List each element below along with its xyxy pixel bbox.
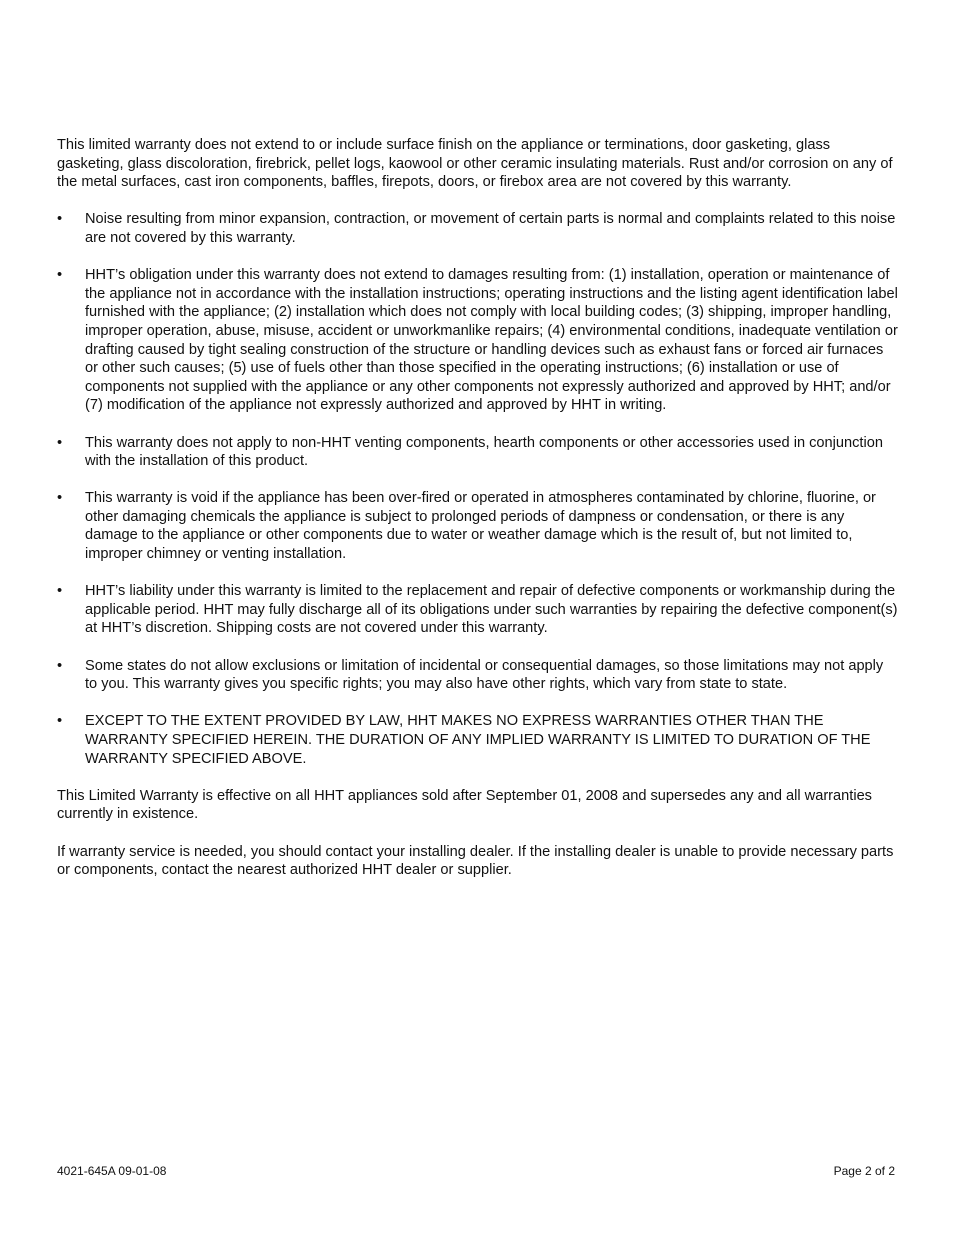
list-item-text: HHT’s liability under this warranty is limited to the replacement and repair of defective components or workmanship during the applicable period. HHT may fully discharge all of its obligations under such warranties by repairing the defective component(s) at HHT’s discretion. Shipping costs are not covered under this warranty.	[85, 583, 898, 637]
bullet-icon: •	[57, 434, 63, 451]
list-item	[57, 434, 899, 471]
bullet-icon: •	[57, 267, 63, 284]
list-item-text: EXCEPT TO THE EXTENT PROVIDED BY LAW, HHT MAKES NO EXPRESS WARRANTIES OTHER THAN THE WARRANTY SPECIFIED HEREIN. THE DURATION OF ANY IMPLIED WARRANTY IS LIMITED TO DURATION OF THE WARRANTY SPECIFIED ABOVE.	[85, 713, 871, 767]
page-number: Page 2 of 2	[833, 1164, 895, 1178]
bullet-icon: •	[57, 490, 63, 507]
effective-paragraph: This Limited Warranty is effective on all HHT appliances sold after September 01, 2008 and supersedes any and all warranties currently in existence.	[57, 787, 872, 823]
warranty-bullet-list	[57, 210, 899, 768]
bullet-icon: •	[57, 583, 63, 600]
warranty-content	[57, 136, 899, 898]
list-item-text: HHT’s obligation under this warranty does not extend to damages resulting from: (1) installation, operation or maintenance of the appliance not in accordance with the installation instructions; operating instructions and the listing agent identification label furnished with the appliance; (2) installation which does not comply with local building codes; (3) shipping, improper handling, improper operation, abuse, misuse, accident or unworkmanlike repairs; (4) environmental conditions, inadequate ventilation or drafting caused by tight sealing construction of the structure or handling devices such as exhaust fans or forced air furnaces or other such causes; (5) use of fuels other than those specified in the operating instructions; (6) installation or use of components not supplied with the appliance or any other components not expressly authorized and approved by HHT; and/or (7) modification of the appliance not expressly authorized and approved by HHT in writing.	[85, 267, 898, 414]
service-paragraph: If warranty service is needed, you should contact your installing dealer. If the installing dealer is unable to provide necessary parts or components, contact the nearest authorized HHT dealer or supplier.	[57, 843, 894, 879]
list-item	[57, 266, 899, 415]
list-item-text: Some states do not allow exclusions or limitation of incidental or consequential damages, so those limitations may not apply to you. This warranty gives you specific rights; you may also have other rights, which vary from state to state.	[85, 657, 884, 693]
list-item	[57, 582, 899, 638]
bullet-icon: •	[57, 657, 63, 674]
bullet-icon: •	[57, 211, 63, 228]
list-item	[57, 489, 899, 563]
intro-paragraph: This limited warranty does not extend to or include surface finish on the appliance or terminations, door gasketing, glass gasketing, glass discoloration, firebrick, pellet logs, kaowool or other ceramic insulating materials. Rust and/or corrosion on any of the metal surfaces, cast iron components, baffles, firepots, doors, or firebox area are not covered by this warranty.	[57, 137, 893, 191]
list-item	[57, 210, 899, 247]
document-code: 4021-645A 09-01-08	[57, 1164, 167, 1178]
list-item	[57, 712, 899, 768]
list-item-text: This warranty is void if the appliance has been over-fired or operated in atmospheres contaminated by chlorine, fluorine, or other damaging chemicals the appliance is subject to prolonged periods of dampness or condensation, or there is any damage to the appliance or other components due to water or weather damage which is the result of, but not limited to, improper chimney or venting installation.	[85, 490, 876, 563]
list-item-text: Noise resulting from minor expansion, contraction, or movement of certain parts is normal and complaints related to this noise are not covered by this warranty.	[85, 211, 896, 246]
list-item-text: This warranty does not apply to non-HHT venting components, hearth components or other accessories used in conjunction with the installation of this product.	[85, 434, 883, 470]
bullet-icon: •	[57, 713, 63, 730]
list-item	[57, 657, 899, 694]
